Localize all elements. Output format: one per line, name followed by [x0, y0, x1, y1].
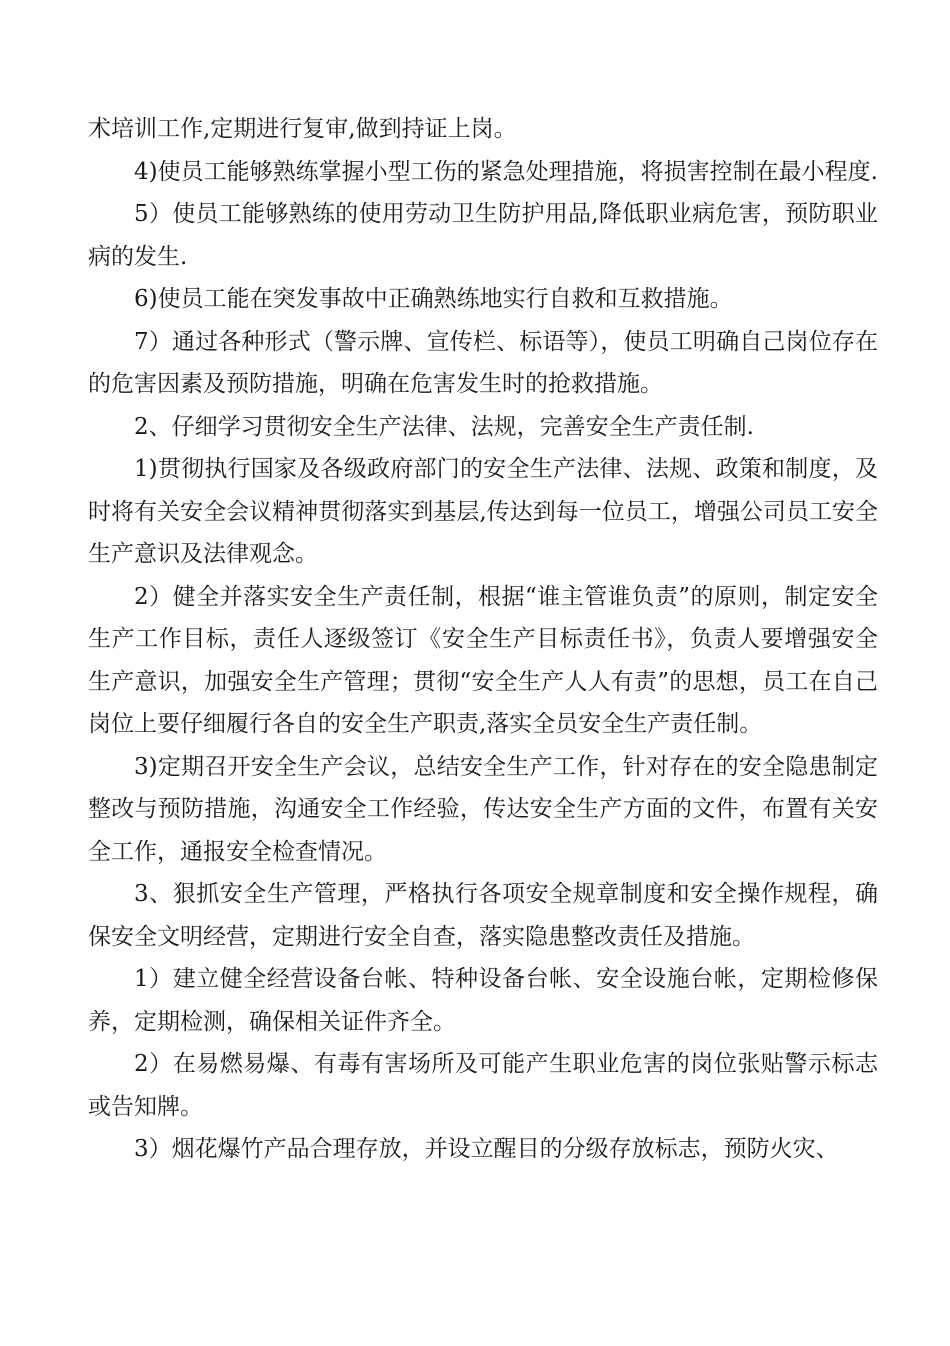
paragraph-4: 6)使员工能在突发事故中正确熟练地实行自救和互救措施。	[134, 286, 733, 312]
paragraph-10: 2）在易燃易爆、有毒有害场所及可能产生职业危害的岗位张贴警示标志或告知牌。	[88, 1051, 878, 1120]
paragraph-9: 1）建立健全经营设备台帐、特种设备台帐、安全设施台帐，定期检修保养，定期检测，确保相关证件齐全。	[88, 966, 878, 1035]
paragraph-7: 2）健全并落实安全生产责任制，根据“谁主管谁负责”的原则，制定安全生产工作目标，责任人逐级签订《安全生产目标责任书》，负责人要增强安全生产意识，加强安全生产管理；贯彻“安全生产人人有责”的思想，员工在自己岗位上要仔细履行各自的安全生产职责,落实全员安全生产责任制。	[88, 583, 878, 737]
document-body	[88, 108, 878, 1171]
paragraph-11: 3）烟花爆竹产品合理存放，并设立醒目的分级存放标志，预防火灾、	[134, 1136, 839, 1162]
section-heading-2: 2、仔细学习贯彻安全生产法律、法规，完善安全生产责任制.	[134, 413, 754, 440]
paragraph-3: 5）使员工能够熟练的使用劳动卫生防护用品,降低职业病危害，预防职业病的发生.	[88, 201, 878, 270]
paragraph-8: 3)定期召开安全生产会议，总结安全生产工作，针对存在的安全隐患制定整改与预防措施，沟通安全工作经验，传达安全生产方面的文件，布置有关安全工作，通报安全检查情况。	[88, 753, 878, 865]
paragraph-2: 4)使员工能够熟练掌握小型工伤的紧急处理措施，将损害控制在最小程度.	[134, 158, 878, 185]
paragraph-6: 1)贯彻执行国家及各级政府部门的安全生产法律、法规、政策和制度，及时将有关安全会议精神贯彻落实到基层,传达到每一位员工，增强公司员工安全生产意识及法律观念。	[88, 456, 878, 567]
paragraph-1: 术培训工作,定期进行复审,做到持证上岗。	[88, 116, 517, 142]
section-heading-3: 3、狠抓安全生产管理，严格执行各项安全规章制度和安全操作规程，确保安全文明经营，定期进行安全自查，落实隐患整改责任及措施。	[88, 881, 878, 950]
paragraph-5: 7）通过各种形式（警示牌、宣传栏、标语等），使员工明确自己岗位存在的危害因素及预防措施，明确在危害发生时的抢救措施。	[88, 328, 878, 397]
